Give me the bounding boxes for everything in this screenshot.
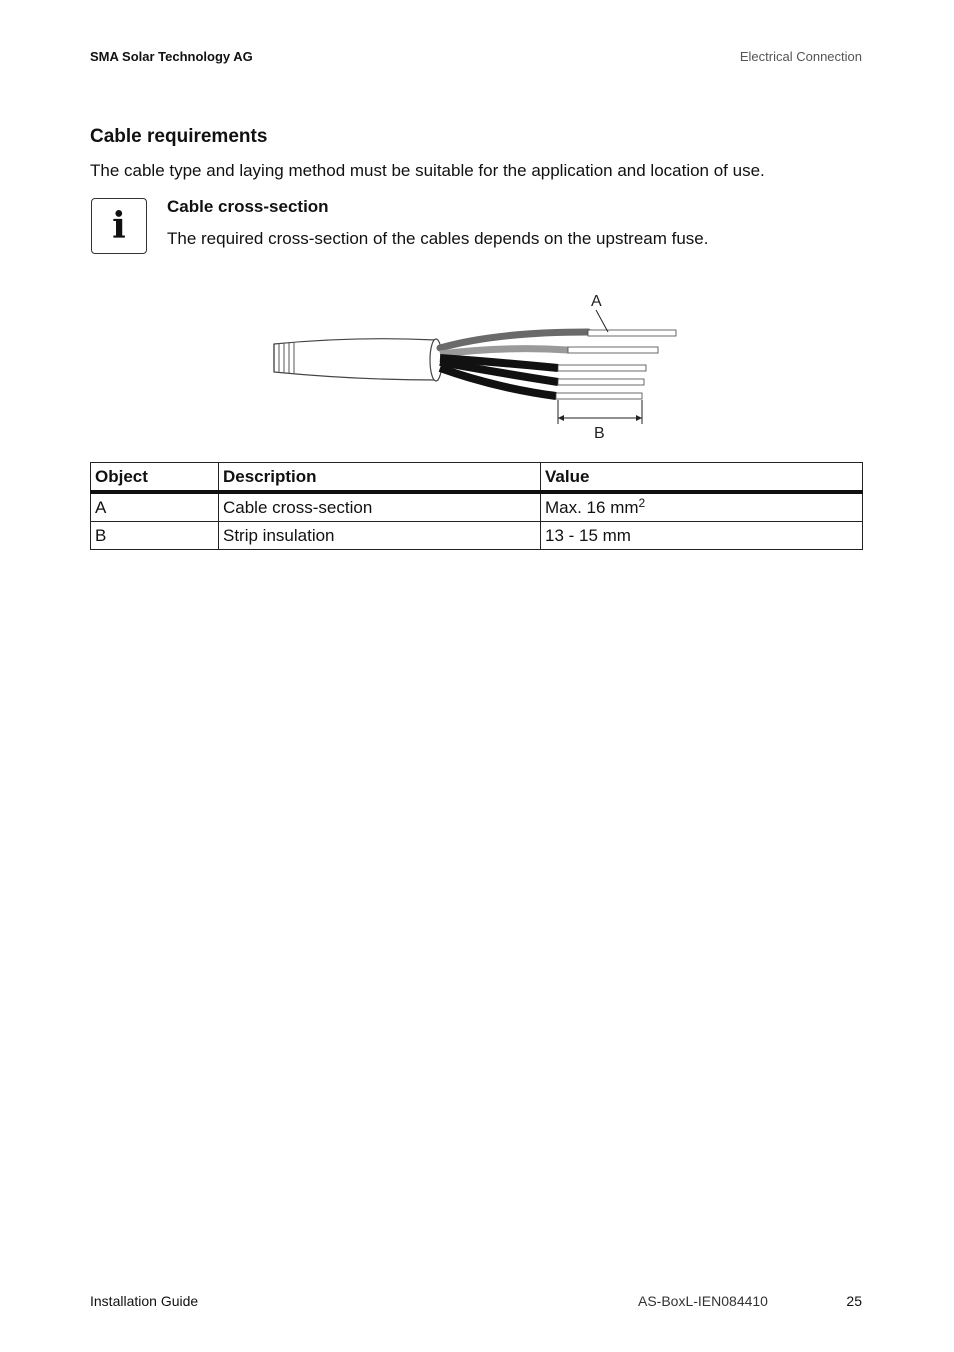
info-icon: i xyxy=(91,198,147,254)
table-header-value: Value xyxy=(541,463,863,493)
intro-paragraph: The cable type and laying method must be suitable for the application and location of use. xyxy=(90,161,765,180)
table-cell-value: 13 - 15 mm xyxy=(541,522,863,550)
note-body: The required cross-section of the cables depends on the upstream fuse. xyxy=(167,229,709,248)
table-header-row xyxy=(91,463,863,493)
page-number: 25 xyxy=(846,1293,862,1309)
section-heading: Cable requirements xyxy=(90,126,268,147)
cable-illustration xyxy=(266,288,686,448)
value-text: Max. 16 mm xyxy=(545,497,639,517)
figure-label-a: A xyxy=(591,293,602,310)
value-superscript: 2 xyxy=(638,495,646,510)
table-row xyxy=(91,492,863,522)
table-cell-object: A xyxy=(91,492,219,522)
table-row xyxy=(91,522,863,550)
note-title: Cable cross-section xyxy=(167,197,329,216)
table-cell-value xyxy=(541,492,863,522)
figure-label-b: B xyxy=(594,425,605,442)
header-section: Electrical Connection xyxy=(739,49,862,64)
table-cell-description: Strip insulation xyxy=(219,522,541,550)
cable-spec-table xyxy=(90,462,863,550)
table-cell-object: B xyxy=(91,522,219,550)
footer-doc-type: Installation Guide xyxy=(90,1293,199,1309)
footer-doc-id: AS-BoxL-IEN084410 xyxy=(638,1293,768,1309)
table-header-object: Object xyxy=(91,463,219,493)
table-header-description: Description xyxy=(219,463,541,493)
header-company: SMA Solar Technology AG xyxy=(90,49,253,64)
table-cell-description: Cable cross-section xyxy=(219,492,541,522)
